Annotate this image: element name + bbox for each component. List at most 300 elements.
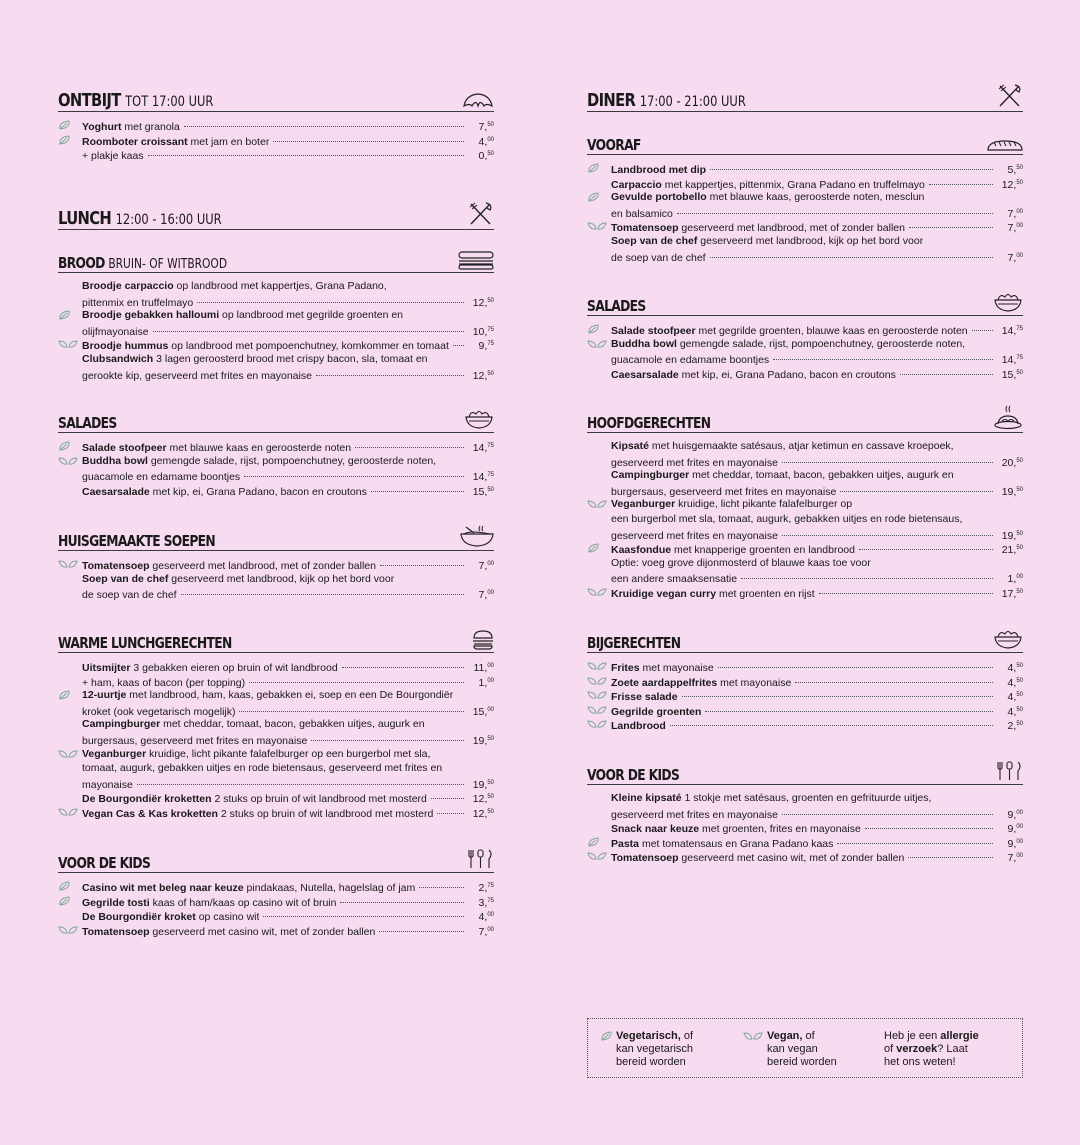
dot-leader <box>677 213 993 214</box>
item-text <box>82 807 433 822</box>
legend-allergy: Heb je een allergie of verzoek? Laat het ons weten! <box>884 1030 979 1068</box>
legend-vegetarian: Vegetarisch, of kan vegetarisch bereid worden <box>616 1030 693 1069</box>
menu-line <box>587 219 1023 234</box>
item-price: 12,50 <box>1001 178 1023 191</box>
croissant-icon <box>458 83 494 109</box>
item-name: Salade stoofpeer <box>82 442 167 454</box>
section-title: HUISGEMAAKTE SOEPEN <box>58 532 216 550</box>
item-price: 20,50 <box>1001 456 1023 469</box>
salad-bowl-icon <box>987 287 1023 313</box>
dot-leader <box>782 462 993 463</box>
menu-line <box>58 468 494 483</box>
item-description: kruidige, licht pikante falafelburger op een burgerbol met sla, <box>146 747 431 760</box>
item-text <box>611 512 962 527</box>
item-price: 7,50 <box>478 121 494 133</box>
dot-leader <box>273 141 464 142</box>
item-price: 10,75 <box>472 325 494 338</box>
item-description: burgersaus, geserveerd met frites en mayonaise <box>82 734 308 747</box>
leaf-icon <box>587 837 603 847</box>
item-price: 9,00 <box>1007 808 1023 821</box>
item-description: gerookte kip, geserveerd met frites en mayonaise <box>82 369 312 382</box>
dot-leader <box>859 549 993 550</box>
leaf-icon <box>600 1031 616 1041</box>
item-description: geserveerd met landbrood, kijk op het bord voor <box>697 234 924 247</box>
item-text <box>611 439 954 454</box>
dot-leader <box>710 257 993 258</box>
menu-line <box>58 659 494 674</box>
item-name: 12-uurtje <box>82 689 127 702</box>
menu-line <box>587 717 1023 732</box>
item-name: Clubsandwich <box>82 352 154 365</box>
dot-leader <box>929 184 993 185</box>
item-description: burgersaus, geserveerd met frites en mayonaise <box>611 485 837 498</box>
menu-line <box>58 747 494 762</box>
item-description: 3 lagen geroosterd brood met crispy bacon, sla, tomaat en <box>153 352 428 365</box>
menu-line <box>58 703 494 718</box>
dot-leader <box>865 828 993 829</box>
item-name: Broodje carpaccio <box>82 280 174 292</box>
item-name: Frisse salade <box>611 691 678 704</box>
item-text <box>611 251 706 266</box>
section-title: ONTBIJT TOT 17:00 UUR <box>58 90 214 111</box>
section-header <box>587 411 1023 433</box>
double-leaf-icon <box>587 221 603 231</box>
item-text <box>611 337 965 352</box>
item-description: op landbrood met kappertjes, Grana Padano, <box>173 280 387 292</box>
item-price: 7,00 <box>478 925 494 938</box>
item-price: 19,50 <box>1001 485 1023 498</box>
item-description: met mayonaise <box>639 662 714 674</box>
menu-line <box>587 161 1023 176</box>
item-text <box>82 572 394 587</box>
item-list <box>587 322 1023 380</box>
item-name: Landbrood <box>611 720 666 733</box>
item-name: Broodje hummus <box>82 340 169 353</box>
item-name: Veganburger <box>611 498 676 511</box>
item-text <box>82 149 144 164</box>
menu-line <box>58 572 494 587</box>
item-price: 7,00 <box>1007 222 1023 235</box>
section-header <box>58 631 494 653</box>
sandwich-icon <box>458 244 494 270</box>
leaf-icon <box>587 324 603 334</box>
item-price: 7,00 <box>1007 207 1023 220</box>
item-description: gemengde salade, rijst, pompoenchutney, geroosterde noten, <box>676 337 966 350</box>
item-name: Gegrilde tosti <box>82 896 150 909</box>
item-name: Soep van de chef <box>611 234 698 247</box>
item-price: 21,50 <box>1001 544 1023 557</box>
item-price: 0,50 <box>478 150 494 163</box>
item-text <box>82 369 312 384</box>
item-price: 14,75 <box>1001 354 1023 367</box>
item-description: met kappertjes, pittenmix, Grana Padano en truffelmayo <box>661 178 925 191</box>
dot-leader <box>900 374 993 375</box>
menu-line <box>58 879 494 894</box>
item-text <box>82 485 367 500</box>
kids-cutlery-icon <box>458 844 494 870</box>
item-price: 9,00 <box>1007 837 1023 850</box>
leaf-icon <box>58 690 74 700</box>
item-price: 7,00 <box>1007 251 1023 264</box>
leaf-icon <box>58 441 74 451</box>
dot-leader <box>379 931 464 932</box>
item-text <box>611 851 904 866</box>
section-title: DINER 17:00 - 21:00 UUR <box>587 90 746 111</box>
item-name: Buddha bowl <box>82 454 148 467</box>
item-list <box>587 439 1023 600</box>
fork-knife-icon <box>987 83 1023 109</box>
menu-line <box>587 527 1023 542</box>
section-title: VOORAF <box>587 136 641 154</box>
double-leaf-icon <box>587 499 603 509</box>
double-leaf-icon <box>587 339 603 349</box>
section-header <box>58 251 494 273</box>
dot-leader <box>249 682 464 683</box>
menu-line <box>587 806 1023 821</box>
item-price: 19,50 <box>1001 529 1023 542</box>
item-description: olijfmayonaise <box>82 325 149 338</box>
item-name: Broodje gebakken halloumi <box>82 309 220 322</box>
item-name: Tomatensoep <box>611 222 679 235</box>
item-description: met tomatensaus en Grana Padano kaas <box>639 837 834 850</box>
item-price: 9,75 <box>478 340 494 353</box>
item-price: 15,50 <box>472 485 494 498</box>
item-name: Soep van de chef <box>82 572 169 585</box>
item-price: 4,50 <box>1007 705 1023 718</box>
bread-icon <box>987 126 1023 152</box>
item-name: Zoete aardappelfrites <box>611 676 718 689</box>
menu-line <box>58 586 494 601</box>
item-description: guacamole en edamame boontjes <box>82 471 241 484</box>
menu-line <box>58 352 494 367</box>
menu-line <box>58 279 494 294</box>
item-description: op landbrood met gegrilde groenten en <box>219 309 404 322</box>
dot-leader <box>782 535 993 536</box>
item-text <box>611 587 815 602</box>
section-salades-diner <box>587 294 1023 380</box>
menu-line <box>587 366 1023 381</box>
section-title: HOOFDGERECHTEN <box>587 414 711 432</box>
item-list <box>58 659 494 820</box>
item-price: 7,00 <box>478 560 494 572</box>
section-kids-diner <box>587 763 1023 864</box>
double-leaf-icon <box>587 676 603 686</box>
dot-leader <box>773 359 993 360</box>
item-description: 3 gebakken eieren op bruin of wit landbrood <box>130 662 338 674</box>
menu-line <box>58 776 494 791</box>
item-name: Buddha bowl <box>611 337 677 350</box>
dot-leader <box>710 169 993 170</box>
double-leaf-icon <box>58 749 74 759</box>
leaf-icon <box>58 310 74 320</box>
dot-leader <box>316 375 464 376</box>
section-header <box>587 88 1023 112</box>
leaf-icon <box>587 163 603 173</box>
dot-leader <box>311 740 464 741</box>
item-text <box>82 688 453 703</box>
item-description: geserveerd met landbrood, kijk op het bord voor <box>168 572 395 585</box>
dot-leader <box>342 667 464 668</box>
menu-line <box>587 483 1023 498</box>
item-price: 4,50 <box>1007 691 1023 704</box>
kids-cutlery-icon <box>987 756 1023 782</box>
menu-line <box>587 849 1023 864</box>
dot-leader <box>670 725 993 726</box>
double-leaf-icon <box>58 456 74 466</box>
item-description: en balsamico <box>611 207 673 220</box>
item-list <box>587 161 1023 263</box>
item-description: geserveerd met frites en mayonaise <box>611 456 778 469</box>
menu-line <box>587 585 1023 600</box>
menu-line <box>587 351 1023 366</box>
menu-line <box>58 732 494 747</box>
item-description: met kip, ei, Grana Padano, bacon en croutons <box>149 485 367 498</box>
item-name: De Bourgondiër kroketten <box>82 793 212 806</box>
dietary-legend <box>587 1018 1023 1078</box>
dot-leader <box>819 593 993 594</box>
item-name: Veganburger <box>82 747 147 760</box>
menu-line <box>58 761 494 776</box>
item-description: pindakaas, Nutella, hagelslag of jam <box>243 882 416 894</box>
section-bijgerechten <box>587 631 1023 732</box>
section-hoofdgerechten <box>587 411 1023 600</box>
section-title: BROOD BRUIN- OF WITBROOD <box>58 254 228 272</box>
leaf-icon <box>58 135 74 145</box>
item-list <box>58 879 494 937</box>
item-list <box>58 118 494 162</box>
item-price: 15,50 <box>1001 368 1023 381</box>
menu-line <box>587 512 1023 527</box>
item-text <box>82 925 375 940</box>
item-name: Pasta <box>611 837 640 850</box>
section-title: SALADES <box>587 297 646 315</box>
menu-line <box>587 337 1023 352</box>
menu-line <box>587 820 1023 835</box>
salad-bowl-icon <box>458 404 494 430</box>
item-name: Campingburger <box>611 469 690 482</box>
menu-line <box>587 556 1023 571</box>
item-name: Kipsaté <box>611 440 649 452</box>
menu-line <box>58 118 494 133</box>
item-description: geserveerd met landbrood, met of zonder ballen <box>678 222 905 235</box>
double-leaf-icon <box>587 705 603 715</box>
item-price: 15,00 <box>472 705 494 718</box>
item-price: 4,00 <box>478 135 494 148</box>
menu-line <box>587 674 1023 689</box>
menu-line <box>587 176 1023 191</box>
item-description: op landbrood met pompoenchutney, komkommer en tomaat <box>168 340 449 353</box>
item-price: 4,50 <box>1007 662 1023 674</box>
item-price: 19,50 <box>472 734 494 747</box>
item-description: Optie: voeg grove dijonmosterd of blauwe kaas toe voor <box>611 556 871 569</box>
dot-leader <box>355 447 464 448</box>
item-price: 11,00 <box>473 662 494 674</box>
item-text <box>611 791 931 806</box>
dot-leader <box>137 784 464 785</box>
dot-leader <box>148 155 464 156</box>
item-price: 14,75 <box>472 442 494 454</box>
menu-line <box>58 294 494 309</box>
item-description: 2 stuks op bruin of wit landbrood met mosterd <box>217 807 434 820</box>
item-description: geserveerd met casino wit, met of zonder ballen <box>149 925 376 938</box>
item-price: 4,00 <box>478 911 494 924</box>
item-description: met mayonaise <box>717 676 792 689</box>
item-name: Tomatensoep <box>611 852 679 865</box>
menu-line <box>58 557 494 572</box>
section-salades <box>58 411 494 497</box>
dot-leader <box>795 682 993 683</box>
item-price: 2,75 <box>478 882 494 894</box>
section-vooraf <box>587 133 1023 263</box>
menu-line <box>58 308 494 323</box>
menu-line <box>58 454 494 469</box>
dot-leader <box>840 491 993 492</box>
item-name: Tomatensoep <box>82 925 150 938</box>
double-leaf-icon <box>587 851 603 861</box>
item-price: 9,00 <box>1007 823 1023 836</box>
section-title: VOOR DE KIDS <box>587 766 680 784</box>
dot-leader <box>782 814 993 815</box>
double-leaf-icon <box>58 559 74 569</box>
item-description: 1 stokje met satésaus, groenten en gefrituurde uitjes, <box>681 792 932 804</box>
item-name: Roomboter croissant <box>82 135 188 148</box>
fork-knife-icon <box>458 201 494 227</box>
item-price: 12,50 <box>472 807 494 820</box>
menu-line <box>58 483 494 498</box>
section-warme-lunch <box>58 631 494 820</box>
dot-leader <box>239 711 464 712</box>
section-kids <box>58 851 494 937</box>
double-leaf-icon <box>587 690 603 700</box>
item-name: Caesarsalade <box>611 368 679 381</box>
item-description: met huisgemaakte satésaus, atjar ketimun en cassave kroepoek, <box>648 440 954 452</box>
item-name: Frites <box>611 662 640 674</box>
item-name: Carpaccio <box>611 178 662 191</box>
salad-bowl-icon <box>987 624 1023 650</box>
dot-leader <box>153 331 464 332</box>
menu-line <box>587 205 1023 220</box>
menu-line <box>587 659 1023 674</box>
item-name: Gegrilde groenten <box>611 705 702 718</box>
item-description: met groenten, frites en mayonaise <box>699 823 861 836</box>
item-text <box>82 352 428 367</box>
item-description: een burgerbol met sla, tomaat, augurk, gebakken uitjes en rode bietensaus, <box>611 512 963 525</box>
item-list <box>587 791 1023 864</box>
item-text <box>82 279 387 294</box>
section-header <box>587 133 1023 155</box>
dot-leader <box>380 565 464 566</box>
dot-leader <box>682 696 993 697</box>
menu-line <box>587 688 1023 703</box>
soup-bowl-icon <box>458 522 494 548</box>
item-list <box>58 557 494 601</box>
item-description: op casino wit <box>195 911 260 924</box>
item-description: kaas of ham/kaas op casino wit of bruin <box>149 896 337 909</box>
item-text <box>611 190 924 205</box>
item-description: tomaat, augurk, gebakken uitjes en rode bietensaus, geserveerd met frites en <box>82 762 443 775</box>
section-header <box>587 763 1023 785</box>
item-name: Kaasfondue <box>611 544 672 557</box>
menu-line <box>587 439 1023 454</box>
item-text <box>82 761 442 776</box>
menu-line <box>587 791 1023 806</box>
menu-line <box>58 133 494 148</box>
burger-icon <box>458 624 494 650</box>
dot-leader <box>718 667 993 668</box>
menu-line <box>58 674 494 689</box>
item-text <box>611 234 923 249</box>
dot-leader <box>437 813 464 814</box>
item-description: met cheddar, tomaat, bacon, gebakken uitjes, augurk en <box>160 718 425 731</box>
dot-leader <box>371 491 464 492</box>
item-description: geserveerd met frites en mayonaise <box>611 808 778 821</box>
item-text <box>82 747 430 762</box>
item-description: met blauwe kaas, geroosterde noten, mesclun <box>706 191 925 204</box>
menu-line <box>58 790 494 805</box>
item-name: De Bourgondiër kroket <box>82 911 196 924</box>
leaf-icon <box>58 120 74 130</box>
dot-leader <box>181 594 464 595</box>
item-description: met kip, ei, Grana Padano, bacon en croutons <box>678 368 896 381</box>
item-price: 4,50 <box>1007 676 1023 689</box>
item-description: kruidige, licht pikante falafelburger op <box>675 498 853 511</box>
menu-line <box>587 454 1023 469</box>
item-description: + ham, kaas of bacon (per topping) <box>82 676 246 689</box>
item-name: Casino wit met beleg naar keuze <box>82 882 244 894</box>
double-leaf-icon <box>58 925 74 935</box>
item-name: Tomatensoep <box>82 560 150 572</box>
item-price: 12,50 <box>472 296 494 309</box>
dot-leader <box>184 126 464 127</box>
double-leaf-icon <box>587 719 603 729</box>
item-text <box>611 497 852 512</box>
menu-line <box>587 570 1023 585</box>
menu-line <box>587 541 1023 556</box>
item-text <box>611 368 896 383</box>
item-list <box>58 439 494 497</box>
dot-leader <box>908 857 993 858</box>
item-name: Caesarsalade <box>82 485 150 498</box>
item-name: Kleine kipsaté <box>611 792 682 804</box>
section-header <box>587 294 1023 316</box>
menu-line <box>587 835 1023 850</box>
section-header <box>58 206 494 230</box>
leaf-icon <box>587 192 603 202</box>
item-description: gemengde salade, rijst, pompoenchutney, geroosterde noten, <box>147 454 437 467</box>
item-price: 7,00 <box>1007 852 1023 865</box>
dot-leader <box>340 902 464 903</box>
dot-leader <box>837 843 993 844</box>
item-text <box>82 308 403 323</box>
item-text <box>82 454 436 469</box>
item-text <box>611 556 871 571</box>
section-lunch <box>58 206 494 230</box>
menu-line <box>587 249 1023 264</box>
double-leaf-icon <box>587 587 603 597</box>
item-description: kroket (ook vegetarisch mogelijk) <box>82 705 236 718</box>
item-description: de soep van de chef <box>611 251 706 264</box>
double-leaf-icon <box>58 339 74 349</box>
item-description: met cheddar, tomaat, bacon, gebakken uitjes, augurk en <box>689 469 954 482</box>
item-name: Landbrood met dip <box>611 164 707 176</box>
double-leaf-icon <box>58 807 74 817</box>
item-name: Yoghurt <box>82 121 122 133</box>
item-price: 1,00 <box>1007 573 1023 586</box>
item-description: pittenmix en truffelmayo <box>82 296 194 309</box>
section-title: VOOR DE KIDS <box>58 854 151 872</box>
leaf-icon <box>58 881 74 891</box>
item-price: 19,50 <box>472 778 494 791</box>
